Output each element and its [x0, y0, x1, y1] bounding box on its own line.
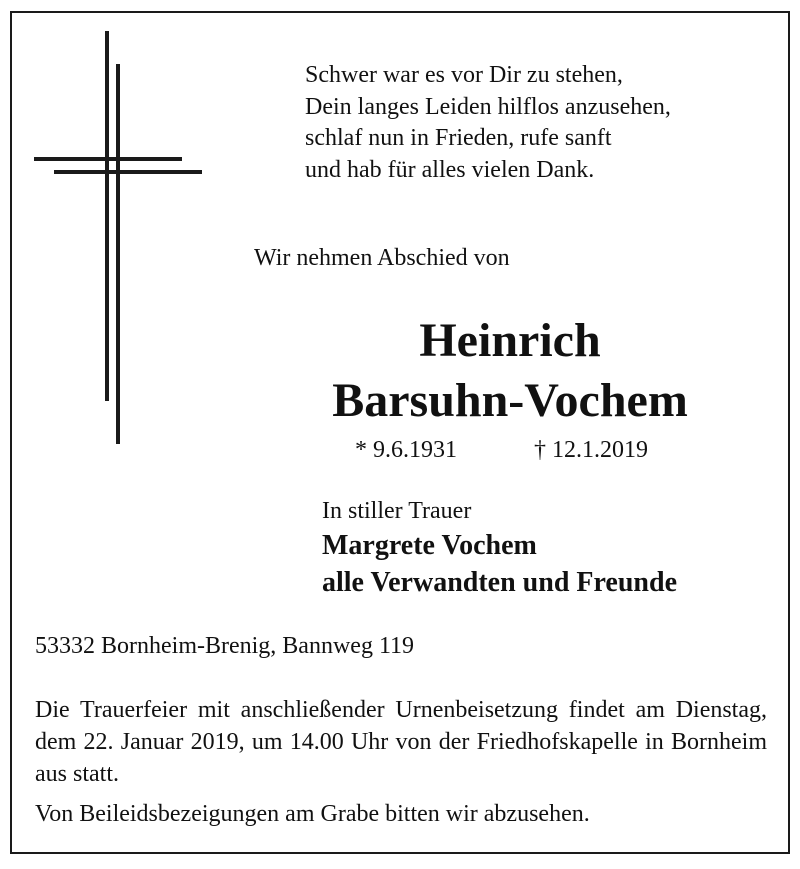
- death-date: † 12.1.2019: [534, 437, 648, 463]
- deceased-last-name: Barsuhn-Vochem: [332, 374, 688, 427]
- poem-line: Schwer war es vor Dir zu stehen,: [305, 62, 623, 88]
- deceased-first-name: Heinrich: [419, 314, 601, 367]
- poem: [305, 60, 671, 186]
- poem-line: und hab für alles vielen Dank.: [305, 156, 595, 183]
- poem-line: schlaf nun in Frieden, rufe sanft: [305, 125, 612, 151]
- closing-request: Von Beileidsbezeigungen am Grabe bitten wir abzusehen.: [35, 801, 590, 827]
- mourner-name: alle Verwandten und Freunde: [322, 567, 677, 598]
- cross-vertical-right: [116, 64, 120, 444]
- mourning-intro: In stiller Trauer: [322, 498, 472, 524]
- cross-vertical-left: [105, 31, 109, 401]
- service-notice: Die Trauerfeier mit anschließender Urnenbeisetzung findet am Dienstag, dem 22. Januar 2019, um 14.00 Uhr von der Friedhofskapelle in Bornheim aus statt.: [35, 697, 767, 787]
- poem-line: Dein langes Leiden hilflos anzusehen,: [305, 93, 671, 120]
- birth-date: * 9.6.1931: [355, 437, 457, 463]
- family-address: 53332 Bornheim-Brenig, Bannweg 119: [35, 633, 415, 659]
- cross-horizontal-top: [34, 157, 182, 161]
- cross-horizontal-bottom: [54, 170, 202, 174]
- mourner-name: Margrete Vochem: [322, 530, 537, 561]
- farewell-intro: Wir nehmen Abschied von: [254, 245, 510, 271]
